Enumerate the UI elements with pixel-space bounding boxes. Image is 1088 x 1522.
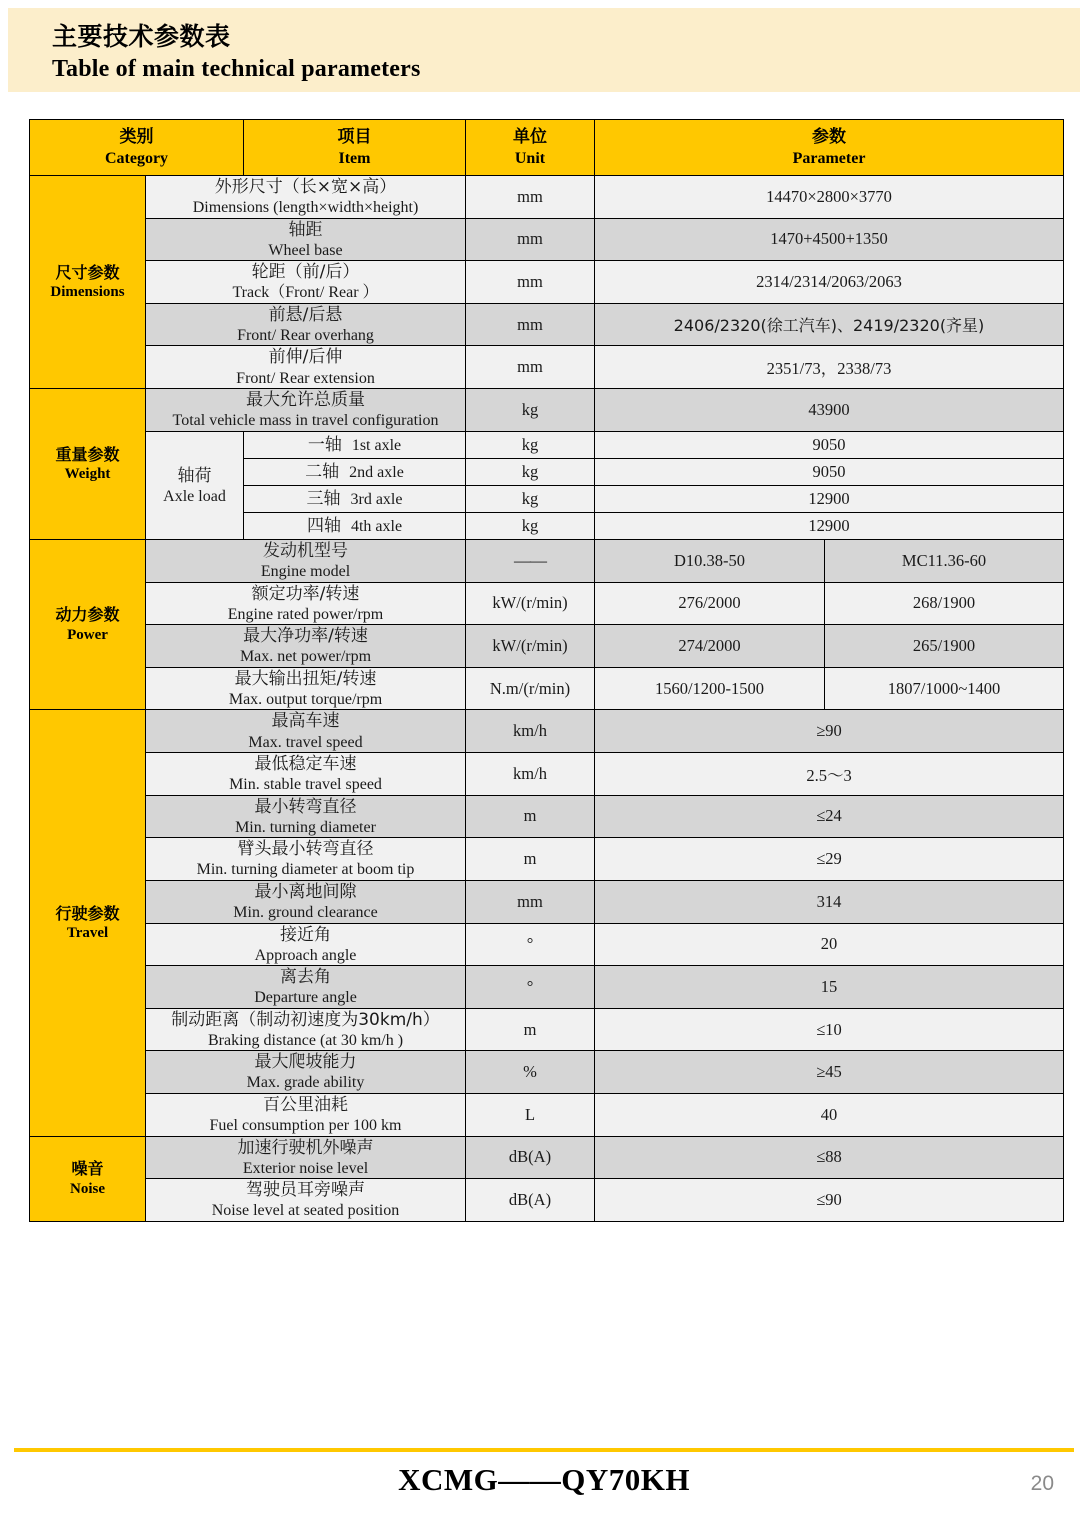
item-label-cn: 离去角 bbox=[280, 967, 331, 988]
item-label-en: Fuel consumption per 100 km bbox=[209, 1117, 402, 1135]
parameter-cell: ≤88 bbox=[595, 1136, 1064, 1179]
parameter-cell: 314 bbox=[595, 880, 1064, 923]
item-label-cn: 轮距（前/后） bbox=[251, 262, 360, 283]
unit-cell: km/h bbox=[466, 753, 595, 796]
item-label-en: Front/ Rear extension bbox=[236, 369, 375, 387]
parameter-cell bbox=[595, 303, 1064, 346]
parameter-cell: 12900 bbox=[595, 512, 1064, 539]
item-label-en: Min. stable travel speed bbox=[229, 776, 382, 794]
category-cell-dimensions bbox=[30, 176, 146, 389]
item-label-en: Max. travel speed bbox=[248, 733, 363, 751]
item-label-cn: 轴距 bbox=[288, 219, 323, 240]
item-label-en: Track（Front/ Rear ） bbox=[232, 284, 379, 302]
item-label-cn: 前伸/后伸 bbox=[268, 347, 343, 368]
item-cell bbox=[146, 540, 466, 583]
category-label-en: Dimensions bbox=[50, 284, 125, 301]
parameter-cell: 14470×2800×3770 bbox=[595, 176, 1064, 219]
column-header-category bbox=[30, 120, 244, 176]
item-cell bbox=[146, 625, 466, 668]
page-title-en: Table of main technical parameters bbox=[52, 55, 421, 82]
parameter-cell: 2.5～3 bbox=[595, 753, 1064, 796]
unit-cell: kg bbox=[466, 512, 595, 539]
axle-load-label-en: Axle load bbox=[163, 487, 226, 505]
parameter-cell: 2314/2314/2063/2063 bbox=[595, 261, 1064, 304]
parameter-cell: 40 bbox=[595, 1093, 1064, 1136]
table-row bbox=[30, 303, 1064, 346]
table-row bbox=[30, 838, 1064, 881]
category-label-en: Noise bbox=[70, 1181, 105, 1198]
column-header-unit-cn: 单位 bbox=[513, 127, 547, 148]
unit-cell: kW/(r/min) bbox=[466, 582, 595, 625]
parameter-cell-a: 274/2000 bbox=[595, 625, 825, 668]
item-label-cn: 最大允许总质量 bbox=[246, 390, 365, 411]
item-label-cn: 最大输出扭矩/转速 bbox=[234, 668, 377, 689]
item-cell bbox=[146, 1093, 466, 1136]
parameter-cell: 9050 bbox=[595, 458, 1064, 485]
table-row bbox=[30, 795, 1064, 838]
table-row bbox=[30, 753, 1064, 796]
parameter-cell: ≥90 bbox=[595, 710, 1064, 753]
unit-cell: kg bbox=[466, 389, 595, 432]
footer-model-name: XCMG——QY70KH bbox=[398, 1462, 690, 1497]
category-cell-weight bbox=[30, 389, 146, 540]
item-label-cn: 加速行驶机外噪声 bbox=[237, 1137, 374, 1158]
column-header-item bbox=[244, 120, 466, 176]
unit-cell: kW/(r/min) bbox=[466, 625, 595, 668]
item-label-en: Engine rated power/rpm bbox=[227, 605, 384, 623]
unit-cell: N.m/(r/min) bbox=[466, 667, 595, 710]
category-cell-travel bbox=[30, 710, 146, 1136]
category-cell-power bbox=[30, 540, 146, 710]
item-label-en: Max. output torque/rpm bbox=[228, 690, 383, 708]
parameter-cell: ≥45 bbox=[595, 1051, 1064, 1094]
unit-cell: mm bbox=[466, 176, 595, 219]
table-row bbox=[30, 389, 1064, 432]
item-cell bbox=[244, 458, 466, 485]
table-row bbox=[30, 667, 1064, 710]
item-label-en: Braking distance (at 30 km/h ) bbox=[207, 1031, 404, 1049]
table-row bbox=[30, 1051, 1064, 1094]
unit-cell: m bbox=[466, 795, 595, 838]
table-row bbox=[30, 261, 1064, 304]
item-label-cn: 最小离地间隙 bbox=[254, 881, 357, 902]
table-row bbox=[30, 431, 1064, 458]
item-label-en: Approach angle bbox=[254, 946, 357, 964]
item-label-cn: 发动机型号 bbox=[263, 541, 348, 562]
parameter-cell: 9050 bbox=[595, 431, 1064, 458]
item-label-cn: 最大爬坡能力 bbox=[254, 1052, 357, 1073]
column-header-item-en: Item bbox=[338, 149, 371, 167]
item-label-cn: 前悬/后悬 bbox=[268, 304, 343, 325]
item-label-en: Min. ground clearance bbox=[233, 904, 378, 921]
unit-cell: ° bbox=[466, 966, 595, 1009]
item-cell bbox=[244, 431, 466, 458]
item-cell bbox=[146, 176, 466, 219]
unit-cell: ° bbox=[466, 923, 595, 966]
table-row bbox=[30, 176, 1064, 219]
parameter-cell-a: D10.38-50 bbox=[595, 540, 825, 583]
item-label-cn: 百公里油耗 bbox=[263, 1094, 348, 1115]
item-label-en: Wheel base bbox=[268, 241, 343, 259]
table-header-row bbox=[30, 120, 1064, 176]
parameter-cell: 1470+4500+1350 bbox=[595, 218, 1064, 261]
item-cell bbox=[146, 966, 466, 1009]
unit-cell: dB(A) bbox=[466, 1179, 595, 1222]
parameter-cell-b: MC11.36-60 bbox=[825, 540, 1064, 583]
axle-load-group-label bbox=[146, 431, 244, 539]
table-row bbox=[30, 1179, 1064, 1222]
item-cell bbox=[146, 346, 466, 389]
unit-cell: % bbox=[466, 1051, 595, 1094]
item-label-en: Total vehicle mass in travel configuration bbox=[172, 412, 439, 430]
item-cell bbox=[146, 218, 466, 261]
item-label-cn: 额定功率/转速 bbox=[251, 583, 360, 604]
category-label-cn: 行驶参数 bbox=[55, 903, 120, 923]
column-header-unit-en: Unit bbox=[514, 149, 546, 167]
item-label-cn: 接近角 bbox=[280, 924, 331, 945]
axle-load-label-cn: 轴荷 bbox=[177, 465, 212, 486]
column-header-category-cn: 类别 bbox=[119, 127, 154, 148]
item-label-cn: 一轴 bbox=[307, 434, 342, 455]
column-header-category-en: Category bbox=[104, 149, 169, 167]
item-cell bbox=[146, 710, 466, 753]
unit-cell: mm bbox=[466, 218, 595, 261]
parameter-cell-b: 1807/1000~1400 bbox=[825, 667, 1064, 710]
item-cell bbox=[146, 838, 466, 881]
table-row bbox=[30, 1008, 1064, 1051]
category-label-cn: 重量参数 bbox=[55, 444, 120, 464]
parameter-cell-a: 1560/1200-1500 bbox=[595, 667, 825, 710]
item-cell bbox=[146, 1008, 466, 1051]
item-label-en: 4th axle bbox=[350, 517, 403, 535]
item-label-en: Front/ Rear overhang bbox=[237, 326, 374, 344]
item-cell bbox=[244, 512, 466, 539]
item-label-en: Max. grade ability bbox=[246, 1074, 365, 1092]
item-label-cn: 最小转弯直径 bbox=[254, 796, 357, 817]
item-label-en: Departure angle bbox=[254, 989, 357, 1007]
item-label-en: 1st axle bbox=[351, 436, 402, 454]
item-label-cn: 三轴 bbox=[306, 488, 341, 509]
unit-cell: kg bbox=[466, 485, 595, 512]
page-header-band bbox=[8, 8, 1080, 92]
item-label-en: Max. net power/rpm bbox=[239, 648, 372, 666]
table-row bbox=[30, 218, 1064, 261]
item-label-en: Min. turning diameter bbox=[235, 818, 376, 836]
parameter-cell-b: 265/1900 bbox=[825, 625, 1064, 668]
item-label-cn: 最低稳定车速 bbox=[254, 754, 357, 775]
table-row bbox=[30, 540, 1064, 583]
item-label-cn: 驾驶员耳旁噪声 bbox=[246, 1180, 365, 1201]
unit-cell: mm bbox=[466, 303, 595, 346]
item-label-cn: 最大净功率/转速 bbox=[243, 626, 368, 647]
item-label-en: 2nd axle bbox=[349, 463, 404, 481]
item-cell bbox=[146, 389, 466, 432]
parameter-cell: ≤24 bbox=[595, 795, 1064, 838]
parameter-cell: ≤29 bbox=[595, 838, 1064, 881]
unit-cell: kg bbox=[466, 458, 595, 485]
item-cell bbox=[146, 1179, 466, 1222]
column-header-parameter-en: Parameter bbox=[792, 149, 866, 167]
footer-page-number: 20 bbox=[1030, 1472, 1054, 1495]
unit-cell: L bbox=[466, 1093, 595, 1136]
parameter-cell: ≤90 bbox=[595, 1179, 1064, 1222]
unit-cell: dB(A) bbox=[466, 1136, 595, 1179]
parameter-cell: 15 bbox=[595, 966, 1064, 1009]
column-header-parameter-cn: 参数 bbox=[812, 127, 846, 148]
unit-cell bbox=[466, 540, 595, 583]
parameter-cell: 20 bbox=[595, 923, 1064, 966]
item-cell bbox=[146, 753, 466, 796]
category-label-en: Weight bbox=[64, 466, 111, 483]
main-technical-parameters-table bbox=[29, 119, 1064, 1222]
item-cell bbox=[146, 923, 466, 966]
item-cell bbox=[146, 1051, 466, 1094]
unit-cell: kg bbox=[466, 431, 595, 458]
item-label-cn: 二轴 bbox=[305, 461, 340, 482]
unit-cell: mm bbox=[466, 880, 595, 923]
category-cell-noise bbox=[30, 1136, 146, 1221]
unit-value: —— bbox=[514, 550, 546, 570]
parameter-value: 2406/2320(徐工汽车)、2419/2320(齐星) bbox=[673, 316, 985, 336]
unit-cell: mm bbox=[466, 346, 595, 389]
item-label-cn: 臂头最小转弯直径 bbox=[237, 839, 374, 860]
item-cell bbox=[146, 880, 466, 923]
footer-divider-rule bbox=[14, 1448, 1074, 1452]
item-cell bbox=[146, 1136, 466, 1179]
table-row bbox=[30, 1136, 1064, 1179]
column-header-parameter bbox=[595, 120, 1064, 176]
unit-cell: m bbox=[466, 1008, 595, 1051]
item-cell bbox=[244, 485, 466, 512]
item-label-cn: 外形尺寸（长×宽×高） bbox=[214, 177, 397, 197]
parameter-cell: 43900 bbox=[595, 389, 1064, 432]
item-label-en: Dimensions (length×width×height) bbox=[192, 199, 419, 217]
table-row bbox=[30, 346, 1064, 389]
item-label-en: Noise level at seated position bbox=[211, 1202, 400, 1220]
column-header-item-cn: 项目 bbox=[337, 127, 372, 148]
page-title-cn: 主要技术参数表 bbox=[52, 22, 231, 51]
category-label-en: Travel bbox=[66, 925, 109, 942]
item-label-en: Engine model bbox=[260, 563, 351, 581]
category-label-cn: 动力参数 bbox=[55, 605, 120, 625]
parameter-cell: 12900 bbox=[595, 485, 1064, 512]
category-label-cn: 噪音 bbox=[71, 1159, 104, 1179]
table-row bbox=[30, 923, 1064, 966]
item-cell bbox=[146, 582, 466, 625]
item-label-en: Min. turning diameter at boom tip bbox=[196, 861, 415, 879]
table-row bbox=[30, 966, 1064, 1009]
table-row bbox=[30, 880, 1064, 923]
item-cell bbox=[146, 795, 466, 838]
item-label-cn: 制动距离（制动初速度为30km/h） bbox=[171, 1009, 440, 1030]
item-cell bbox=[146, 261, 466, 304]
item-label-cn: 最高车速 bbox=[271, 711, 340, 732]
parameter-cell: ≤10 bbox=[595, 1008, 1064, 1051]
table-row bbox=[30, 582, 1064, 625]
item-label-cn: 四轴 bbox=[306, 515, 341, 536]
category-label-cn: 尺寸参数 bbox=[55, 262, 120, 282]
unit-cell: mm bbox=[466, 261, 595, 304]
column-header-unit bbox=[466, 120, 595, 176]
unit-cell: m bbox=[466, 838, 595, 881]
spec-table-container bbox=[29, 119, 1063, 1222]
category-label-en: Power bbox=[67, 627, 108, 644]
parameter-cell-b: 268/1900 bbox=[825, 582, 1064, 625]
parameter-cell-a: 276/2000 bbox=[595, 582, 825, 625]
table-row bbox=[30, 710, 1064, 753]
table-row bbox=[30, 625, 1064, 668]
parameter-cell: 2351/73，2338/73 bbox=[595, 346, 1064, 389]
table-row bbox=[30, 1093, 1064, 1136]
unit-cell: km/h bbox=[466, 710, 595, 753]
item-label-en: Exterior noise level bbox=[242, 1159, 369, 1177]
item-cell bbox=[146, 667, 466, 710]
item-cell bbox=[146, 303, 466, 346]
item-label-en: 3rd axle bbox=[350, 490, 403, 508]
